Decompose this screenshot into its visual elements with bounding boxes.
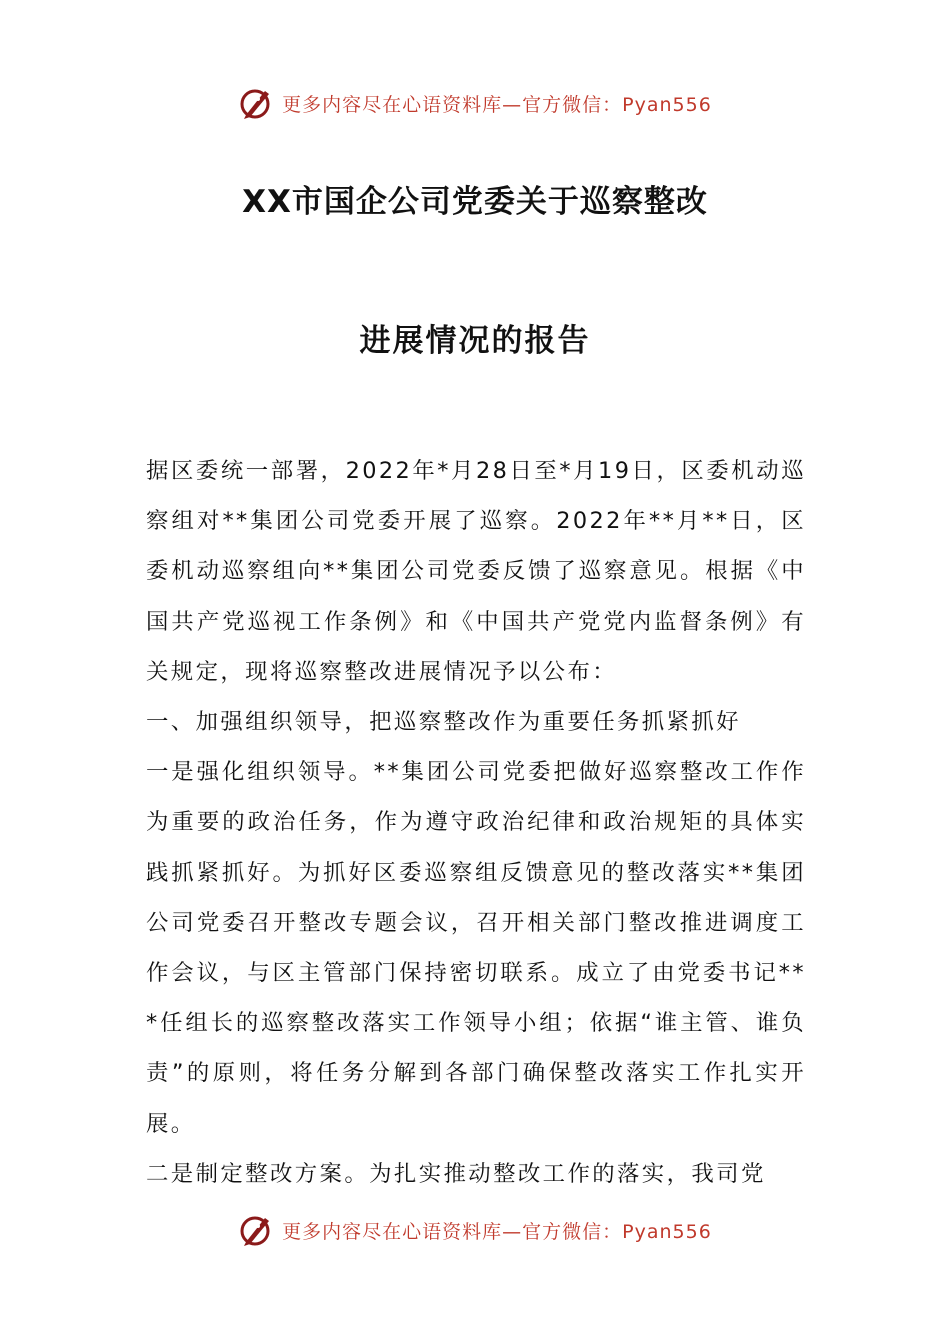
document-title-line1: XX市国企公司党委关于巡察整改 xyxy=(242,184,708,220)
pen-circle-logo-icon xyxy=(238,1212,274,1248)
pen-circle-logo-icon xyxy=(238,85,274,121)
watermark-banner-top xyxy=(0,83,950,123)
watermark-banner-bottom xyxy=(0,1210,950,1250)
watermark-text: 更多内容尽在心语资料库—官方微信：Pyan556 xyxy=(282,93,712,116)
paragraph-organization: 一是强化组织领导。**集团公司党委把做好巡察整改工作作为重要的政治任务，作为遵守政治纪律和政治规矩的具体实践抓紧抓好。为抓好区委巡察组反馈意见的整改落实**集团公司党委召开整改专题会议，召开相关部门整改推进调度工作会议，与区主管部门保持密切联系。成立了由党委书记***任组长的巡察整改落实工作领导小组；依据“谁主管、谁负责”的原则，将任务分解到各部门确保整改落实工作扎实开展。 xyxy=(146,759,806,1137)
document-title-line2: 进展情况的报告 xyxy=(359,323,591,359)
section-heading-1: 一、加强组织领导，把巡察整改作为重要任务抓紧抓好 xyxy=(146,709,741,736)
watermark-text: 更多内容尽在心语资料库—官方微信：Pyan556 xyxy=(282,1220,712,1243)
paragraph-plan: 二是制定整改方案。为扎实推动整改工作的落实，我司党 xyxy=(146,1160,766,1187)
document-body xyxy=(146,446,806,1199)
paragraph-intro: 据区委统一部署，2022年*月28日至*月19日，区委机动巡察组对**集团公司党委开展了巡察。2022年**月**日，区委机动巡察组向**集团公司党委反馈了巡察意见。根据《中国共产党巡视工作条例》和《中国共产党党内监督条例》有关规定，现将巡察整改进展情况予以公布： xyxy=(146,458,806,685)
